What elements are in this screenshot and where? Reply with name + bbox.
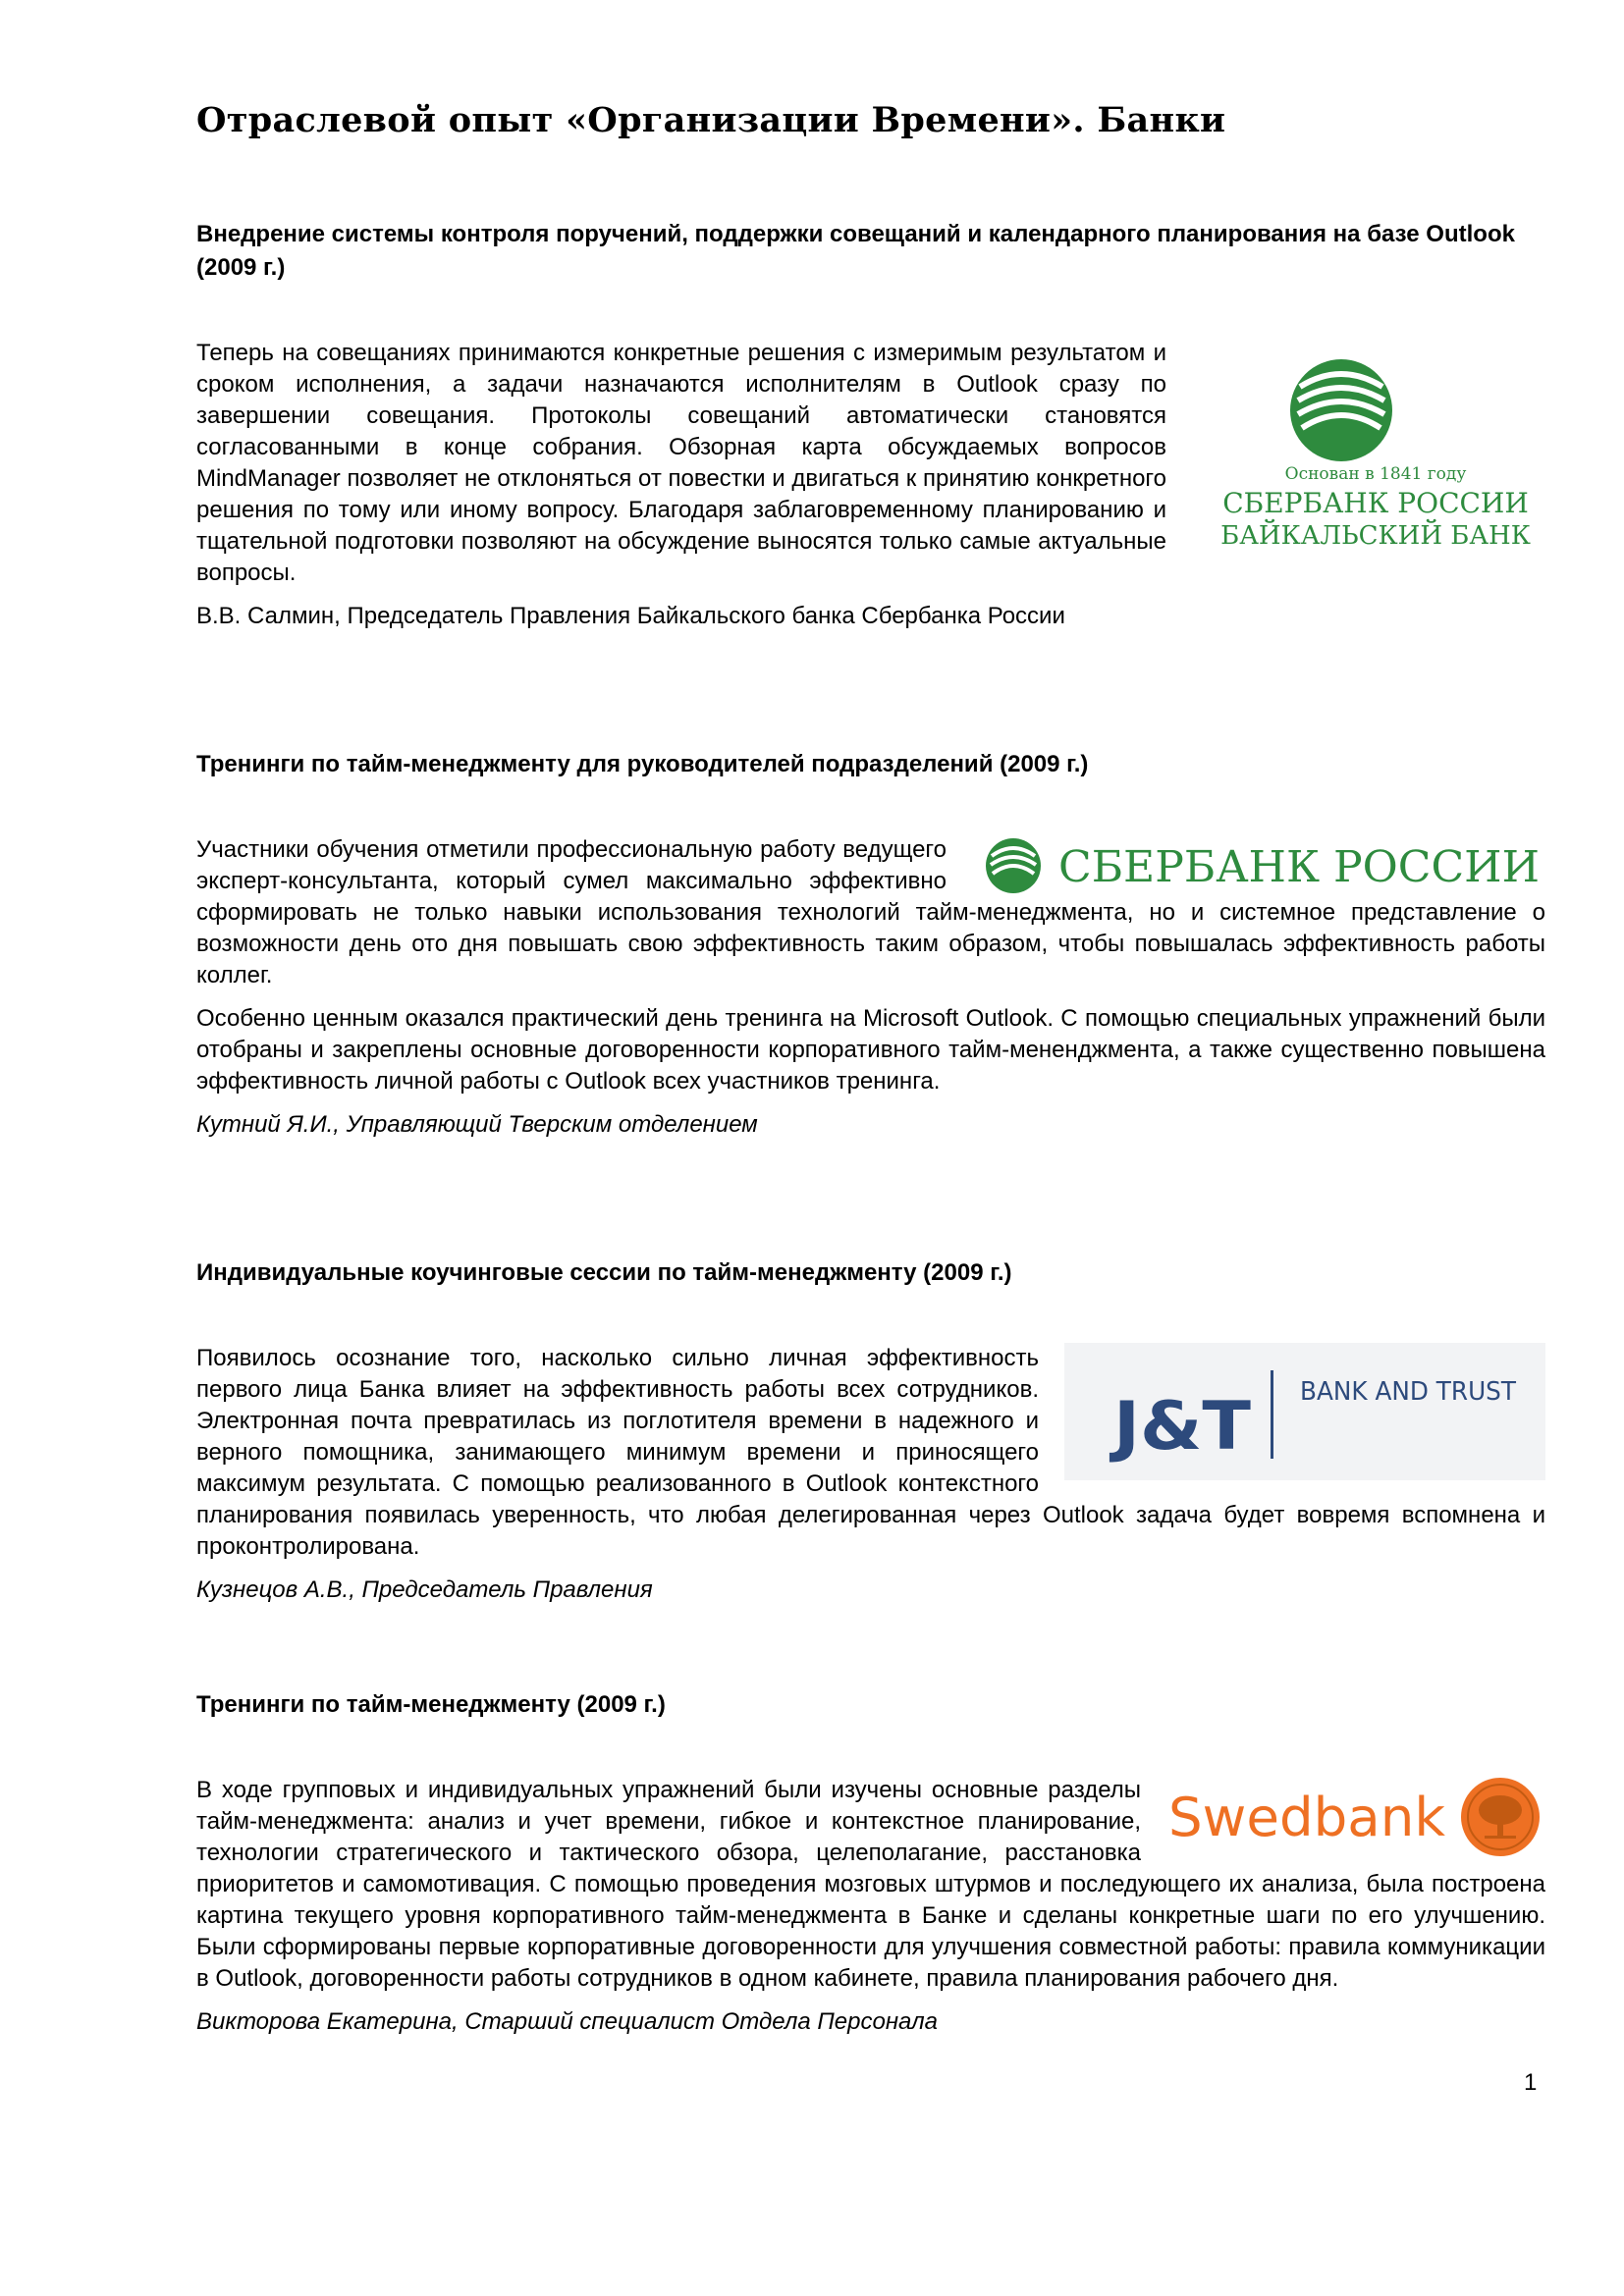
sberbank-emblem-icon (986, 838, 1041, 893)
section-swedbank (196, 1688, 1545, 2038)
oak-tree-icon (1461, 1778, 1540, 1856)
logo-branch-name: БАЙКАЛЬСКИЙ БАНК (1220, 521, 1531, 551)
logo-jt-tagline: BANK AND TRUST (1300, 1377, 1517, 1407)
section-sberbank-baikal (196, 218, 1545, 632)
section-heading: Индивидуальные коучинговые сессии по тайм-менеджменту (2009 г.) (196, 1259, 1012, 1286)
testimonial-attribution: В.В. Салмин, Председатель Правления Байкальского банка Сбербанка России (196, 603, 1065, 629)
page-title: Отраслевой опыт «Организации Времени». Банки (196, 100, 1226, 140)
sberbank-logo (976, 834, 1545, 897)
section-jt-bank (196, 1256, 1545, 1606)
testimonial-paragraph: Теперь на совещаниях принимаются конкретные решения с измеримым результатом и сроком исполнения, а задачи назначаются исполнителям в Outlook сразу по завершении совещания. Протоколы совещаний автоматически становятся согласованными в конце собрания. Обзорная карта обсуждаемых вопросов MindManager позволяет не отклоняться от повестки и двигаться к принятию конкретного решения по тому или иному вопросу. Благодаря заблаговременному планированию и тщательной подготовки позволяют на обсуждение выносятся только самые актуальные вопросы. (196, 340, 1166, 586)
section-heading: Внедрение системы контроля поручений, поддержки совещаний и календарного планирования на базе Outlook (2009 г.) (196, 221, 1515, 281)
section-sberbank-training (196, 748, 1545, 1141)
testimonial-paragraph: Особенно ценным оказался практический день тренинга на Microsoft Outlook. С помощью специальных упражнений были отобраны и закреплены основные договоренности корпоративного тайм-мененджмента, а также существенно повышена эффективность личной работы с Outlook всех участников тренинга. (196, 1005, 1545, 1095)
jt-bank-logo (1064, 1343, 1545, 1480)
testimonial-paragraph: Участники обучения отметили профессиональную работу ведущего эксперт-консультанта, который сумел максимально эффективно сформировать не только навыки использования технологий тайм-менеджмента, но и системное представление о возможности день ото дня повышать свою эффективность таким образом, чтобы повышалась эффективность работы коллег. (196, 836, 1545, 988)
testimonial-attribution: Кутний Я.И., Управляющий Тверским отделением (196, 1111, 758, 1138)
testimonial-attribution: Кузнецов А.В., Председатель Правления (196, 1576, 653, 1603)
logo-bank-name: СБЕРБАНК РОССИИ (1222, 487, 1529, 519)
logo-jt-mark: J&T (1109, 1388, 1252, 1466)
page-number: 1 (1524, 2069, 1538, 2096)
sberbank-baikal-logo (1206, 353, 1545, 554)
logo-bank-name: СБЕРБАНК РОССИИ (1058, 842, 1540, 892)
swedbank-logo (1166, 1775, 1545, 1859)
section-heading: Тренинги по тайм-менеджменту (2009 г.) (196, 1691, 666, 1718)
sberbank-emblem-icon (1290, 359, 1392, 461)
testimonial-paragraph: В ходе групповых и индивидуальных упражнений были изучены основные разделы тайм-менеджмента: анализ и учет времени, гибкое и контекстное планирование, технологии стратегического и тактического обзора, целеполагание, расстановка приоритетов и самомотивация. С помощью проведения мозговых штурмов и последующего их анализа, была построена картина текущего уровня корпоративного тайм-менеджмента в Банке и сделаны конкретные шаги по его улучшению. Были сформированы первые корпоративные договоренности для улучшения совместной работы: правила коммуникации в Outlook, договоренности работы сотрудников в одном кабинете, правила планирования рабочего дня. (196, 1777, 1545, 1992)
testimonial-attribution: Викторова Екатерина, Старший специалист Отдела Персонала (196, 2008, 938, 2035)
testimonial-paragraph: Появилось осознание того, насколько сильно личная эффективность первого лица Банка влияет на эффективность работы всех сотрудников. Электронная почта превратилась из поглотителя времени в надежного и верного помощника, занимающего минимум времени и приносящего максимум результата. С помощью реализованного в Outlook контекстного планирования появилась уверенность, что любая делегированная через Outlook задача будет вовремя вспомнена и проконтролирована. (196, 1345, 1545, 1560)
logo-founded-text: Основан в 1841 году (1284, 464, 1467, 484)
logo-swedbank-name: Swedbank (1168, 1787, 1446, 1848)
section-heading: Тренинги по тайм-менеджменту для руководителей подразделений (2009 г.) (196, 751, 1089, 777)
